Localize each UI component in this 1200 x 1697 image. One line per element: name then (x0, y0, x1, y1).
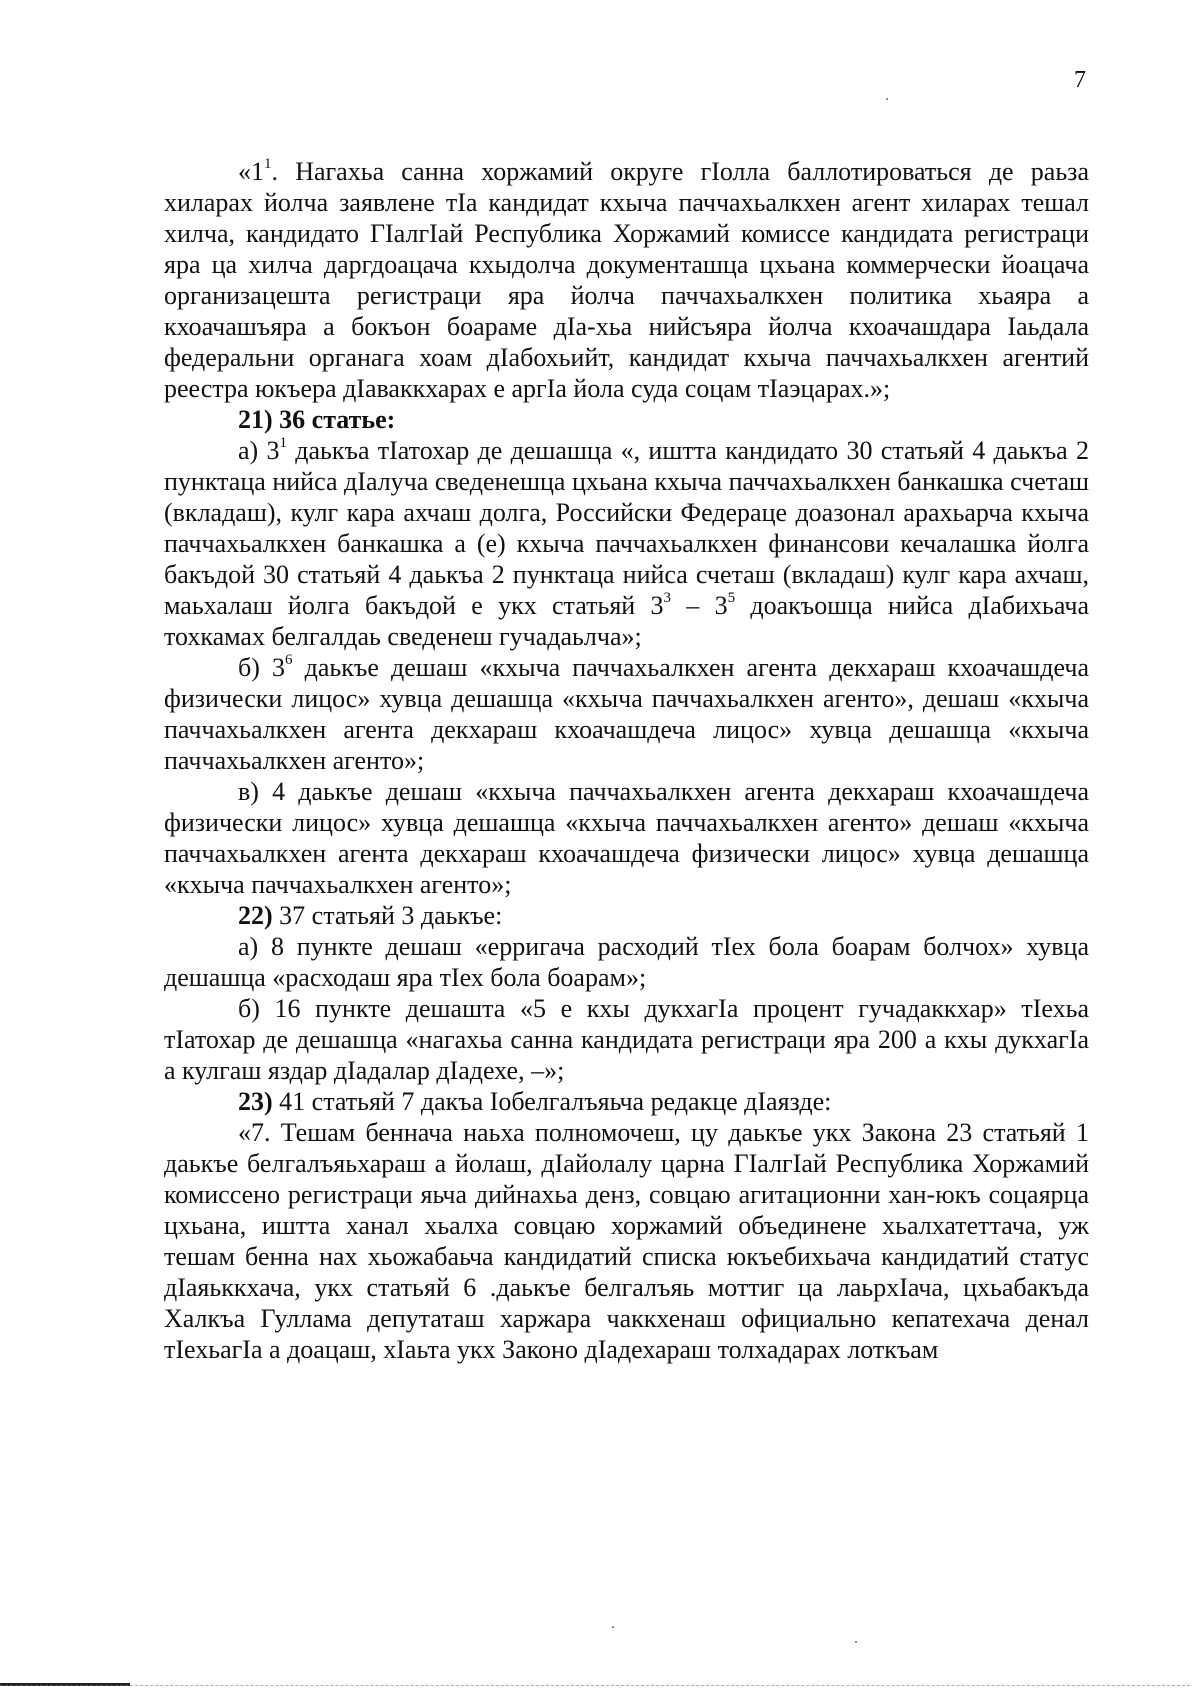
page-number: 7 (1074, 67, 1086, 93)
item-heading-23: 23) 41 статьяй 7 дакъа Іобелгалъяьча редакце дІаязде: (238, 1087, 832, 1116)
document-body (164, 156, 1089, 1365)
item-heading-22: 22) 37 статьяй 3 даькъе: (238, 901, 503, 930)
paragraph-21-b: б) $3^6$ даькъе дешаш «кхыча паччахьалкхен агента декхараш кхоачашдеча физически лицос» хувца дешашца «кхыча паччахьалкхен агенто», дешаш «кхыча паччахьалкхен агента декхараш кхоачашдеча лицос» хувца дешашца «кхыча паччахьалкхен агенто»; (164, 652, 1089, 775)
paragraph-21-a: а) $3^1$ даькъа тІатохар де дешашца «, иштта кандидато 30 статьяй 4 даькъа 2 пунктаца нийса дІалуча сведенешца цхьана кхыча паччахьалкхен банкашка счеташ (вкладаш), кулг кара ахчаш долга, Российски Федераце доазонал арахьарча кхыча паччахьалкхен банкашка а (е) кхыча паччахьалкхен финансови кечалашка йолга бакъдой 30 статьяй 4 даькъа 2 пунктаца нийса счеташ (вкладаш) кулг кара ахчаш, маьхалаш йолга бакъдой е укх статьяй $3^3 - 3^5$ доакъошца нийса дІабихьача тохкамах белгалдаь сведенеш гучадаьлча»; (164, 435, 1089, 651)
scan-speck (855, 1641, 857, 1643)
scan-speck (886, 98, 888, 100)
scan-speck (612, 1626, 614, 1628)
scan-noise-line (0, 1685, 1190, 1686)
paragraph-22-a: а) 8 пункте дешаш «ерригача расходий тІех бола боарам болчох» хувца дешашца «расходаш яра тІех бола боарам»; (164, 932, 1089, 992)
paragraph-1-1: «$1^1$. Нагахьа санна хоржамий округе гІолла баллотироваться де раьза хиларах йолча заявлене тІа кандидат кхыча паччахьалкхен агент хиларах тешал хилча, кандидато ГІалгІай Республика Хоржамий комиссе кандидата регистраци яра ца хилча даргдоацача кхыдолча документашца цхьана коммерчески йоацача организацешта регистраци яра йолча паччахьалкхен политика хьаяра а кхоачашъяра а бокъон боараме дІа-хьа нийсъяра йолча кхоачашдара Іаьдала федеральни органага хоам дІабохьийт, кандидат кхыча паччахьалкхен агентий реестра юкъера дІаваккхарах е аргІа йола суда соцам тІаэцарах.»; (164, 156, 1089, 403)
paragraph-23-7: «7. Тешам беннача наьха полномочеш, цу даькъе укх Закона 23 статьяй 1 даькъе белгалъяьхараш а йолаш, дІайолалу царна ГІалгІай Республика Хоржамий комиссено регистраци яьча дийнахьа денз, совцаю агитационни хан-юкъ соцаярца цхьана, иштта ханал хьалха совцаю хоржамий объединене хьалхатеттача, уж тешам бенна нах хьожабаьча кандидатий списка юкъебихьача кандидатий статус дІаяьккхача, укх статьяй 6 .даькъе белгалъяь моттиг ца лаьрхІача, цхьабакъда Халкъа Гуллама депутаташ харжара чаккхенаш официально кепатехача денал тІехьагІа а доацаш, хІаьта укх Законо дІадехараш толхадарах лоткъам (164, 1118, 1089, 1364)
paragraph-21-v: в) 4 даькъе дешаш «кхыча паччахьалкхен агента декхараш кхоачашдеча физически лицос» хувца дешашца «кхыча паччахьалкхен агенто» дешаш «кхыча паччахьалкхен агента декхараш кхоачашдеча физически лицос» хувца дешашца «кхыча паччахьалкхен агенто»; (164, 777, 1089, 899)
item-heading-21: 21) 36 статье: (238, 405, 396, 434)
paragraph-22-b: б) 16 пункте дешашта «5 е кхы дукхагІа процент гучадаккхар» тІехьа тІатохар де дешашца «нагахьа санна кандидата регистраци яра 200 а кхы дукхагІа а кулгаш яздар дІадалар дІадехе, –»; (164, 994, 1089, 1085)
